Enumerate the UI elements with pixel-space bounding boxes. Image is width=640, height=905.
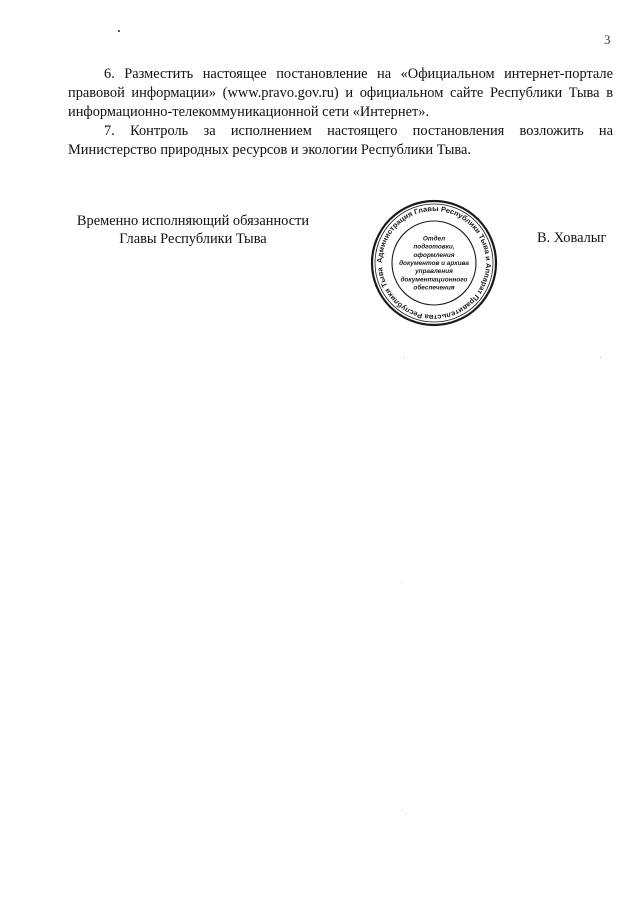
scan-speck	[402, 810, 403, 811]
scan-speck	[600, 357, 601, 358]
scan-speck	[402, 582, 403, 583]
seal-center-line: документационного	[400, 276, 468, 284]
scan-speck	[404, 357, 405, 358]
seal-center-line: подготовки,	[413, 243, 455, 251]
seal-ring-text: Администрация Главы Республики Тыва и Аппарат Правительства Республики Тыва	[374, 203, 494, 323]
paragraph-7-text: 7. Контроль за исполнением настоящего постановления возложить на Министерство природных ресурсов и экологии Республики Тыва.	[68, 123, 613, 158]
seal-graphic	[369, 198, 499, 328]
signatory-name: В. Ховалыг	[537, 230, 607, 246]
paragraph-7	[68, 122, 613, 160]
seal-center-line: управления	[415, 268, 453, 276]
seal-center-text	[399, 234, 469, 291]
scan-speck	[118, 30, 120, 32]
official-seal-stamp	[369, 198, 499, 328]
seal-center-line: документов и архива	[399, 260, 469, 267]
paragraph-6-text: 6. Разместить настоящее постановление на «Официальном интернет-портале правовой информации» (www.pravo.gov.ru) и официальном сайте Республики Тыва в информационно-телекоммуникационной сети «Интернет».	[68, 66, 613, 120]
signatory-title	[68, 212, 318, 248]
signatory-title-line-1: Временно исполняющий обязанности	[76, 213, 310, 229]
seal-center-line: оформления	[413, 251, 455, 259]
page-number: 3	[604, 32, 611, 47]
paragraph-6	[68, 65, 613, 122]
seal-center-line: обеспечения	[413, 284, 455, 292]
seal-center-line: Отдел	[422, 235, 446, 243]
signatory-title-line-2: Главы Республики Тыва	[119, 231, 267, 247]
